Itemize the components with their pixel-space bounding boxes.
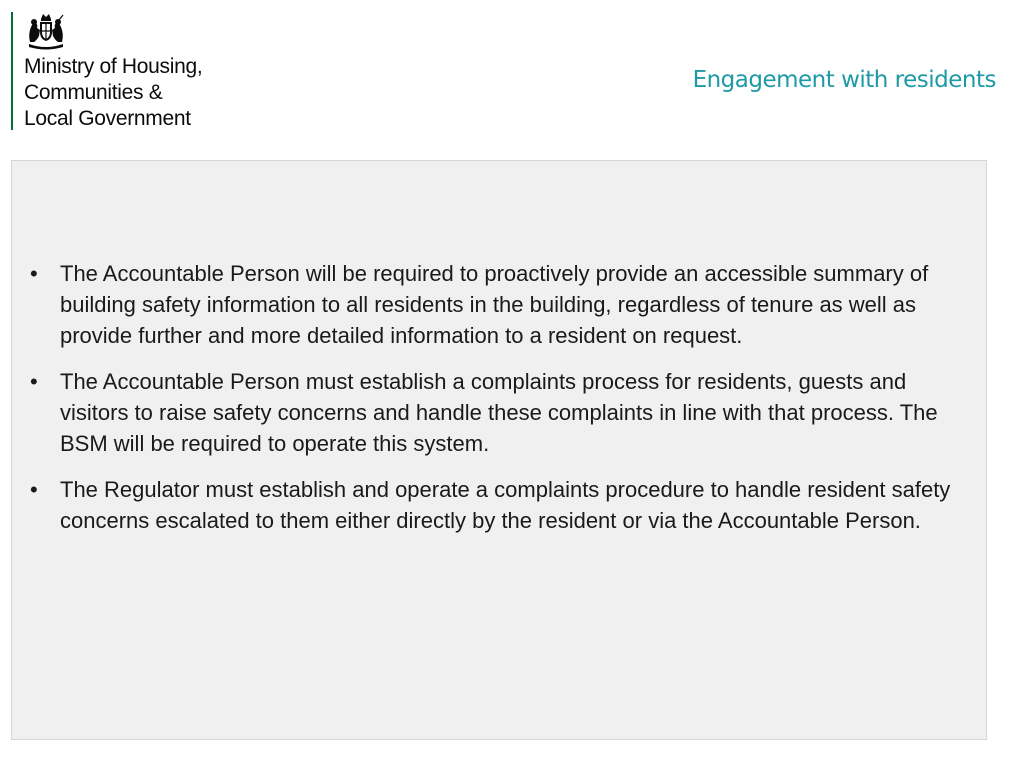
organisation-name [24, 54, 202, 132]
royal-coat-of-arms-icon [24, 12, 68, 50]
organisation-name-line-2: Communities & [24, 81, 163, 104]
bullet-icon: • [30, 261, 38, 286]
bullet-icon: • [30, 477, 38, 502]
organisation-name-line-3: Local Government [24, 107, 191, 130]
bullet-icon: • [30, 369, 38, 394]
list-item [28, 258, 973, 351]
content-panel [11, 160, 987, 740]
slide-title: Engagement with residents [692, 67, 996, 93]
organisation-name-line-1: Ministry of Housing, [24, 55, 203, 78]
list-item [28, 366, 973, 459]
bullet-text: The Regulator must establish and operate a complaints procedure to handle resident safety concerns escalated to them either directly by the resident or via the Accountable Person. [60, 477, 951, 533]
bullet-text: The Accountable Person will be required to proactively provide an accessible summary of building safety information to all residents in the building, regardless of tenure as well as provide further and more detailed information to a resident on request. [60, 261, 929, 348]
bullet-list [28, 258, 973, 551]
list-item [28, 474, 973, 536]
bullet-text: The Accountable Person must establish a complaints process for residents, guests and visitors to raise safety concerns and handle these complaints in line with that process. The BSM will be required to operate this system. [60, 369, 938, 456]
organisation-logo [11, 12, 202, 130]
